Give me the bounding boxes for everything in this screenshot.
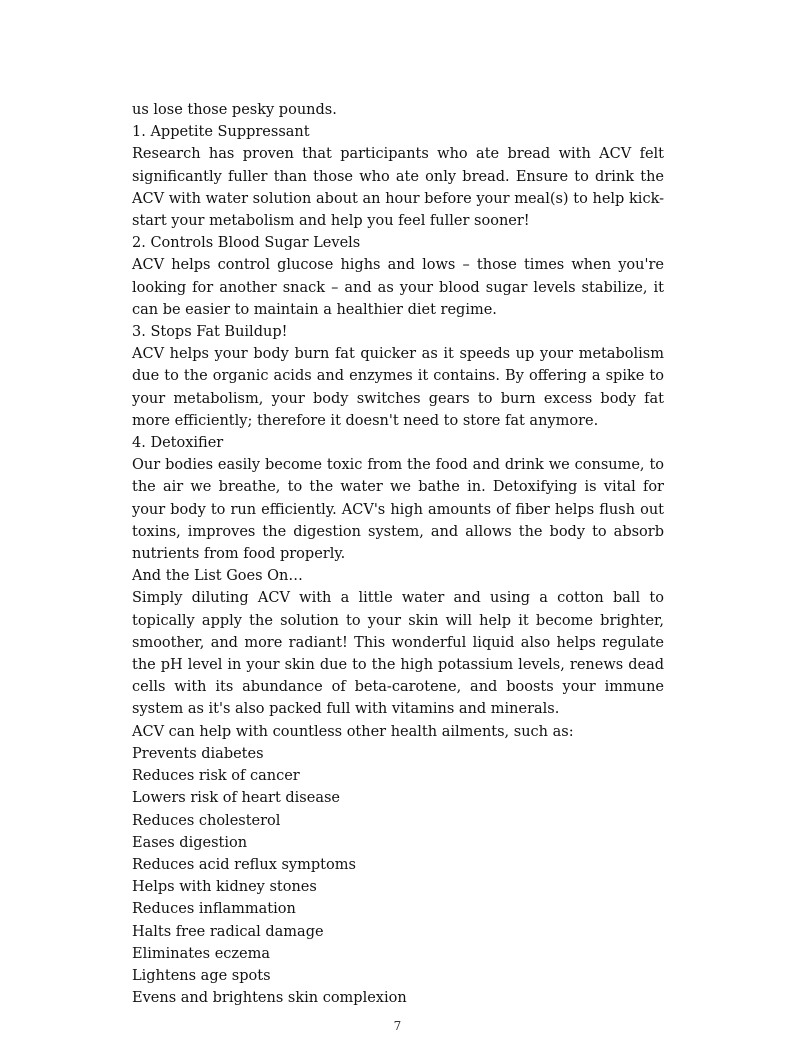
section-body-list-goes-on: Simply diluting ACV with a little water and using a cotton ball to topically apply the solution to your skin will help it become brighter, smoother, and more radiant! This wonderful liquid also helps regulate the pH level in your skin due to the high potassium levels, renews dead cells with its abundance of beta-carotene, and boosts your immune system as it's also packed full with vitamins and minerals. — [132, 590, 664, 718]
ailments-list — [132, 743, 664, 1009]
list-item: Halts free radical damage — [132, 923, 324, 940]
section-heading-fat-buildup: 3. Stops Fat Buildup! — [132, 324, 288, 341]
list-item: Eases digestion — [132, 834, 248, 851]
section-body-fat-buildup: ACV helps your body burn fat quicker as it speeds up your metabolism due to the organic acids and enzymes it contains. By offering a spike to your metabolism, your body switches gears to burn excess body fat more efficiently; therefore it doesn't need to store fat anymore. — [132, 346, 664, 429]
section-body-blood-sugar: ACV helps control glucose highs and lows – those times when you're looking for another snack – and as your blood sugar levels stabilize, it can be easier to maintain a healthier diet regime. — [132, 257, 664, 318]
page-number: 7 — [393, 1019, 402, 1033]
section-body-appetite: Research has proven that participants who ate bread with ACV felt significantly fuller than those who ate only bread. Ensure to drink the ACV with water solution about an hour before your meal(s) to help kick-start your metabolism and help you feel fuller sooner! — [132, 146, 664, 230]
ailments-list-intro: ACV can help with countless other health ailments, such as: — [132, 723, 574, 740]
list-item: Evens and brightens skin complexion — [132, 990, 407, 1007]
section-heading-appetite: 1. Appetite Suppressant — [132, 124, 310, 141]
section-heading-list-goes-on: And the List Goes On… — [132, 568, 303, 585]
list-item: Lightens age spots — [132, 967, 271, 984]
list-item: Reduces cholesterol — [132, 812, 281, 829]
document-page — [132, 99, 664, 1009]
list-item: Reduces acid reflux symptoms — [132, 856, 356, 873]
list-item: Helps with kidney stones — [132, 879, 317, 896]
list-item: Prevents diabetes — [132, 745, 264, 762]
list-item: Lowers risk of heart disease — [132, 790, 340, 807]
section-body-detoxifier: Our bodies easily become toxic from the food and drink we consume, to the air we breathe, to the water we bathe in. Detoxifying is vital for your body to run efficiently. ACV's high amounts of fiber helps flush out toxins, improves the digestion system, and allows the body to absorb nutrients from food properly. — [132, 457, 664, 563]
section-heading-blood-sugar: 2. Controls Blood Sugar Levels — [132, 235, 361, 252]
list-item: Reduces risk of cancer — [132, 768, 300, 785]
list-item: Eliminates eczema — [132, 945, 271, 962]
list-item: Reduces inflammation — [132, 901, 296, 918]
intro-fragment: us lose those pesky pounds. — [132, 102, 337, 118]
section-heading-detoxifier: 4. Detoxifier — [132, 435, 224, 452]
